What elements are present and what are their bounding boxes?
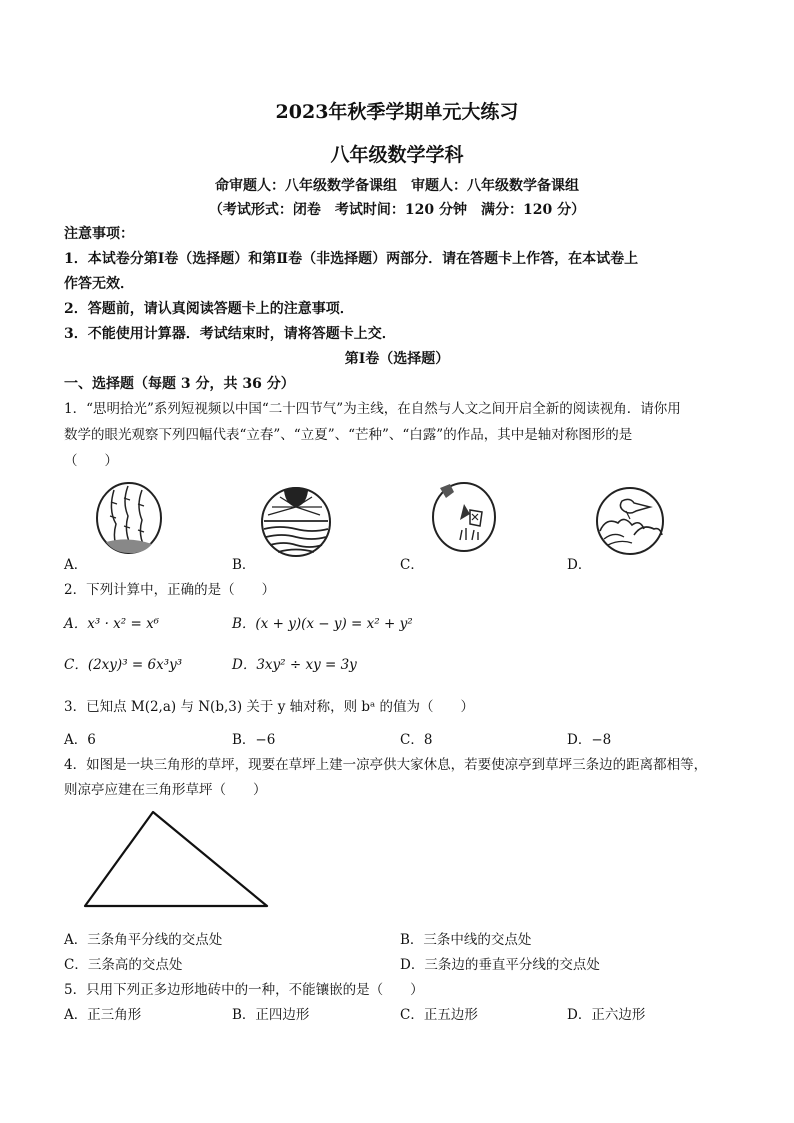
q4-option-d: D．三条边的垂直平分线的交点处 — [400, 957, 600, 973]
notice-item: 2．答题前，请认真阅读答题卡上的注意事项． — [64, 301, 354, 317]
q1-option-a: A． — [64, 557, 88, 573]
triangle-lawn-figure — [80, 808, 275, 912]
q3-option-a: A．6 — [64, 732, 96, 748]
q2-option-c: C．(2xy)³ = 6x³y³ — [64, 657, 183, 673]
q4-option-a: A．三条角平分线的交点处 — [64, 932, 223, 948]
q1-option-d: D． — [567, 557, 592, 573]
notice-item: 1．本试卷分第Ⅰ卷（选择题）和第Ⅱ卷（非选择题）两部分．请在答题卡上作答，在本试卷上 — [64, 251, 639, 267]
q1-stem-line: （ ） — [64, 453, 118, 469]
q1-option-c: C． — [400, 557, 424, 573]
q4-stem-line: 则凉亭应建在三角形草坪（ ） — [64, 782, 267, 798]
q5-option-c: C．正五边形 — [400, 1007, 478, 1023]
lixia-image — [258, 485, 334, 559]
exam-title: 2023年秋季学期单元大练习 — [275, 101, 519, 123]
q5-stem: 5．只用下列正多边形地砖中的一种，不能镶嵌的是（ ） — [64, 982, 424, 998]
q3-option-d: D．−8 — [567, 732, 612, 748]
exam-subject: 八年级数学学科 — [330, 144, 464, 166]
mangzhong-image — [430, 480, 498, 554]
q2-option-a: A．x³ · x² = x⁶ — [64, 616, 160, 632]
q1-stem-line: 1．“思明拾光”系列短视频以中国“二十四节气”为主线，在自然与人文之间开启全新的阅读视角．请你用 — [64, 401, 681, 417]
q4-option-b: B．三条中线的交点处 — [400, 932, 532, 948]
q1-stem-line: 数学的眼光观察下列四幅代表“立春”、“立夏”、“芒种”、“白露”的作品，其中是轴对称图形的是 — [64, 427, 633, 443]
q2-stem: 2．下列计算中，正确的是（ ） — [64, 582, 276, 598]
q5-option-a: A．正三角形 — [64, 1007, 142, 1023]
q4-option-c: C．三条高的交点处 — [64, 957, 183, 973]
q2-option-b: B．(x + y)(x − y) = x² + y² — [232, 616, 413, 632]
q3-option-b: B．−6 — [232, 732, 276, 748]
notice-heading: 注意事项： — [64, 226, 134, 242]
q3-stem: 3．已知点 M(2,a) 与 N(b,3) 关于 y 轴对称，则 bᵃ 的值为（ ） — [64, 699, 475, 715]
q4-stem-line: 4．如图是一块三角形的草坪，现要在草坪上建一凉亭供大家休息，若要使凉亭到草坪三条边的距离都相等， — [64, 757, 708, 773]
q5-option-b: B．正四边形 — [232, 1007, 310, 1023]
notice-item: 作答无效． — [64, 276, 134, 292]
q5-option-d: D．正六边形 — [567, 1007, 646, 1023]
q1-option-b: B． — [232, 557, 256, 573]
exam-authors: 命审题人：八年级数学备课组 审题人：八年级数学备课组 — [215, 178, 579, 194]
lichun-image — [94, 480, 164, 556]
part1-title: 第Ⅰ卷（选择题） — [344, 351, 450, 367]
exam-info: （考试形式：闭卷 考试时间：120 分钟 满分：120 分） — [208, 202, 586, 218]
section1-title: 一、选择题（每题 3 分，共 36 分） — [64, 376, 295, 392]
bailu-image — [594, 485, 666, 557]
notice-item: 3．不能使用计算器．考试结束时，请将答题卡上交． — [64, 326, 396, 342]
q2-option-d: D．3xy² ÷ xy = 3y — [232, 657, 357, 673]
q3-option-c: C．8 — [400, 732, 433, 748]
